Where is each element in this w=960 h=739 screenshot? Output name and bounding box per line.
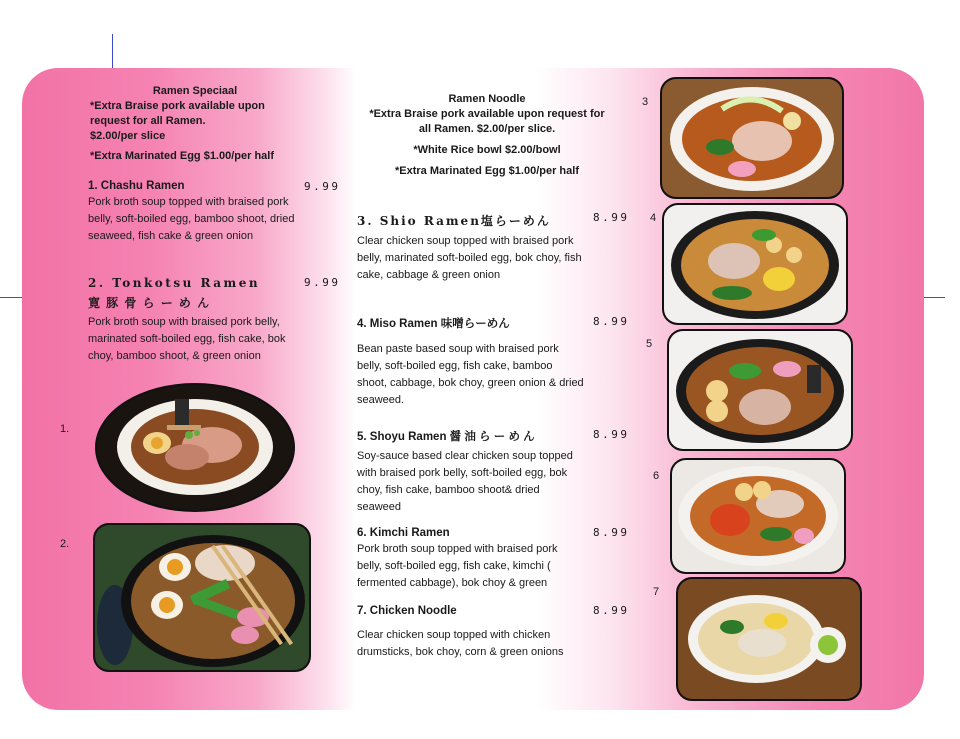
item-1-name: 1. Chashu Ramen (88, 180, 185, 192)
middle-header-title: Ramen Noodle (448, 93, 526, 105)
item-7-desc: Clear chicken soup topped with chicken drumsticks, bok choy, corn & green onions (357, 629, 564, 658)
shoyu-ramen-photo (667, 329, 853, 451)
photo-label-7: 7 (653, 586, 660, 598)
item-5-price: 8.99 (593, 428, 630, 441)
photo-label-6: 6 (653, 470, 660, 482)
menu-item-1 (88, 179, 298, 245)
middle-header-line4: *Extra Marinated Egg $1.00/per half (394, 165, 579, 177)
menu-item-4 (357, 317, 585, 409)
menu-item-5 (357, 430, 585, 516)
menu-item-7 (357, 604, 585, 661)
item-1-desc: Pork broth soup topped with braised pork belly, soft-boiled egg, bamboo shoot, dried seaweed, fish cake & green onion (88, 196, 295, 242)
item-6-desc: Pork broth soup topped with braised pork belly, soft-boiled egg, fish cake, kimchi ( fermented cabbage), bok choy & green (357, 543, 558, 589)
item-2-jp-name: 寛 豚 骨 ら ー め ん (88, 296, 211, 310)
photo-label-5: 5 (646, 338, 653, 350)
item-2-price: 9.99 (304, 276, 341, 289)
item-5-name: 5. Shoyu Ramen 醤 油 ら ー め ん (357, 431, 535, 443)
middle-header-line1: *Extra Braise pork available upon request for (369, 108, 605, 120)
item-4-desc: Bean paste based soup with braised pork belly, soft-boiled egg, fish cake, bamboo shoot, cabbage, bok choy, green onion & dried seaweed. (357, 343, 584, 406)
shio-ramen-photo (660, 77, 844, 199)
left-header-line3: $2.00/per slice (90, 130, 166, 142)
photo-label-3: 3 (642, 96, 649, 108)
kimchi-ramen-photo (670, 458, 846, 574)
middle-header-line3: *White Rice bowl $2.00/bowl (413, 144, 561, 156)
miso-ramen-photo (662, 203, 848, 325)
photo-label-4: 4 (650, 212, 657, 224)
tonkotsu-ramen-photo (93, 523, 311, 672)
item-3-name: 3. Shio Ramen塩らーめん (357, 214, 551, 228)
left-header-line1: *Extra Braise pork available upon (90, 100, 265, 112)
photo-label-2: 2. (60, 538, 70, 550)
chicken-noodle-photo (676, 577, 862, 701)
item-6-name: 6. Kimchi Ramen (357, 527, 450, 539)
left-header (90, 84, 300, 164)
left-header-title: Ramen Speciaal (152, 85, 238, 97)
item-7-price: 8.99 (593, 604, 630, 617)
item-3-price: 8.99 (593, 211, 630, 224)
menu-item-3 (357, 212, 585, 284)
left-header-line4: *Extra Marinated Egg $1.00/per half (90, 150, 275, 162)
item-2-desc: Pork broth soup with braised pork belly, marinated soft-boiled egg, fish cake, bok choy, bamboo shoot, & green onion (88, 316, 286, 362)
left-header-line2: request for all Ramen. (90, 115, 206, 127)
item-5-desc: Soy-sauce based clear chicken soup topped with braised pork belly, soft-boiled egg, bok choy, fish cake, bamboo shoot& dried seaweed (357, 450, 573, 513)
item-3-desc: Clear chicken soup topped with braised pork belly, marinated soft-boiled egg, bok choy, fish cake, cabbage & green onion (357, 235, 582, 281)
photo-label-1: 1. (60, 423, 70, 435)
item-4-name: 4. Miso Ramen 味噌らーめん (357, 318, 510, 330)
middle-header (356, 92, 618, 179)
item-2-name: 2. Tonkotsu Ramen (88, 276, 261, 290)
item-7-name: 7. Chicken Noodle (357, 605, 457, 617)
middle-header-line2: all Ramen. $2.00/per slice. (418, 123, 556, 135)
item-6-price: 8.99 (593, 526, 630, 539)
menu-item-6 (357, 526, 585, 592)
menu-item-2 (88, 276, 298, 365)
item-4-price: 8.99 (593, 315, 630, 328)
chashu-ramen-photo (95, 383, 295, 512)
item-1-price: 9.99 (304, 180, 341, 193)
